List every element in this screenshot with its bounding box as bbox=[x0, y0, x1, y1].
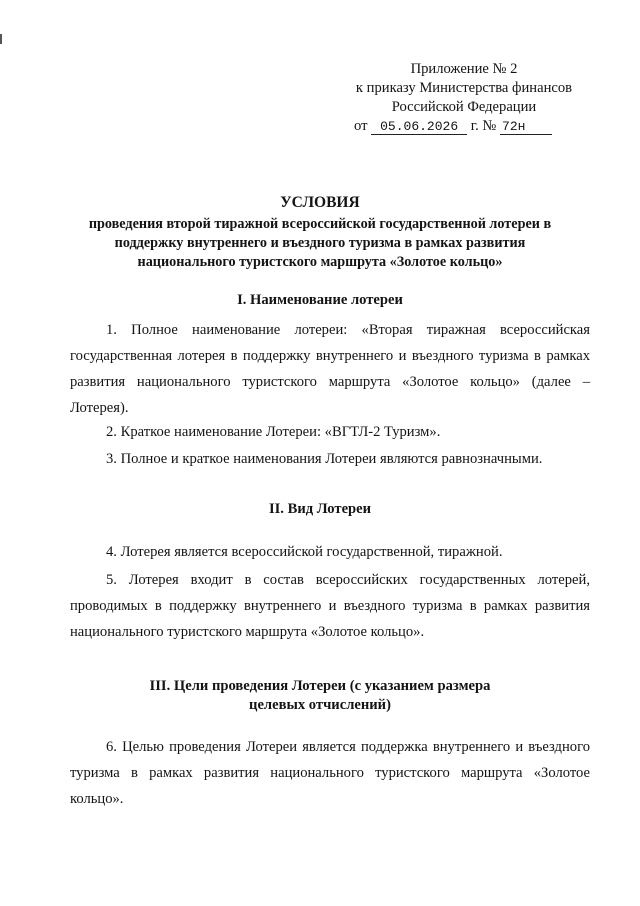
order-date: 05.06.2026 bbox=[371, 120, 467, 135]
paragraph-5: 5. Лотерея входит в состав всероссийских государственных лотерей, проводимых в поддержку внутреннего и въездного туризма в рамках развития национального туристского маршрута «Золотое кольцо». bbox=[70, 572, 590, 640]
paragraph-3: 3. Полное и краткое наименования Лотереи являются равнозначными. bbox=[106, 451, 543, 467]
subtitle-line-3: национального туристского маршрута «Золотое кольцо» bbox=[137, 254, 503, 270]
number-prefix: г. № bbox=[470, 118, 497, 134]
ministry-country: Российской Федерации bbox=[391, 99, 537, 115]
paragraph-6: 6. Целью проведения Лотереи является поддержка внутреннего и въездного туризма в рамках развития национального туристского маршрута «Золотое кольцо». bbox=[70, 739, 590, 807]
paragraph-1: 1. Полное наименование лотереи: «Вторая тиражная всероссийская государственная лотерея в поддержку внутреннего и въездного туризма в рамках развития национального туристского маршрута «Золотое кольцо» (далее – Лотерея). bbox=[70, 322, 590, 416]
paragraph-2: 2. Краткое наименование Лотереи: «ВГТЛ-2 Туризм». bbox=[106, 424, 441, 440]
section-3-heading bbox=[60, 677, 580, 715]
appendix-number: Приложение № 2 bbox=[410, 61, 518, 77]
section-2-heading: II. Вид Лотереи bbox=[268, 501, 372, 517]
order-number: 72н bbox=[500, 120, 552, 135]
page-edge-mark bbox=[0, 34, 2, 44]
subtitle-line-1: проведения второй тиражной всероссийской государственной лотереи в bbox=[88, 216, 552, 232]
section-3-heading-line-1: III. Цели проведения Лотереи (с указанием размера bbox=[149, 678, 491, 694]
date-prefix: от bbox=[354, 118, 368, 134]
document-title: УСЛОВИЯ bbox=[280, 194, 360, 211]
appendix-header bbox=[344, 60, 584, 136]
order-date-line bbox=[344, 117, 584, 136]
paragraph-4: 4. Лотерея является всероссийской государственной, тиражной. bbox=[106, 544, 503, 560]
section-1-heading: I. Наименование лотереи bbox=[237, 292, 403, 308]
order-reference: к приказу Министерства финансов bbox=[355, 80, 573, 96]
section-3-heading-line-2: целевых отчислений) bbox=[249, 697, 391, 713]
document-subtitle bbox=[60, 215, 580, 272]
subtitle-line-2: поддержку внутреннего и въездного туризма в рамках развития bbox=[114, 235, 526, 251]
